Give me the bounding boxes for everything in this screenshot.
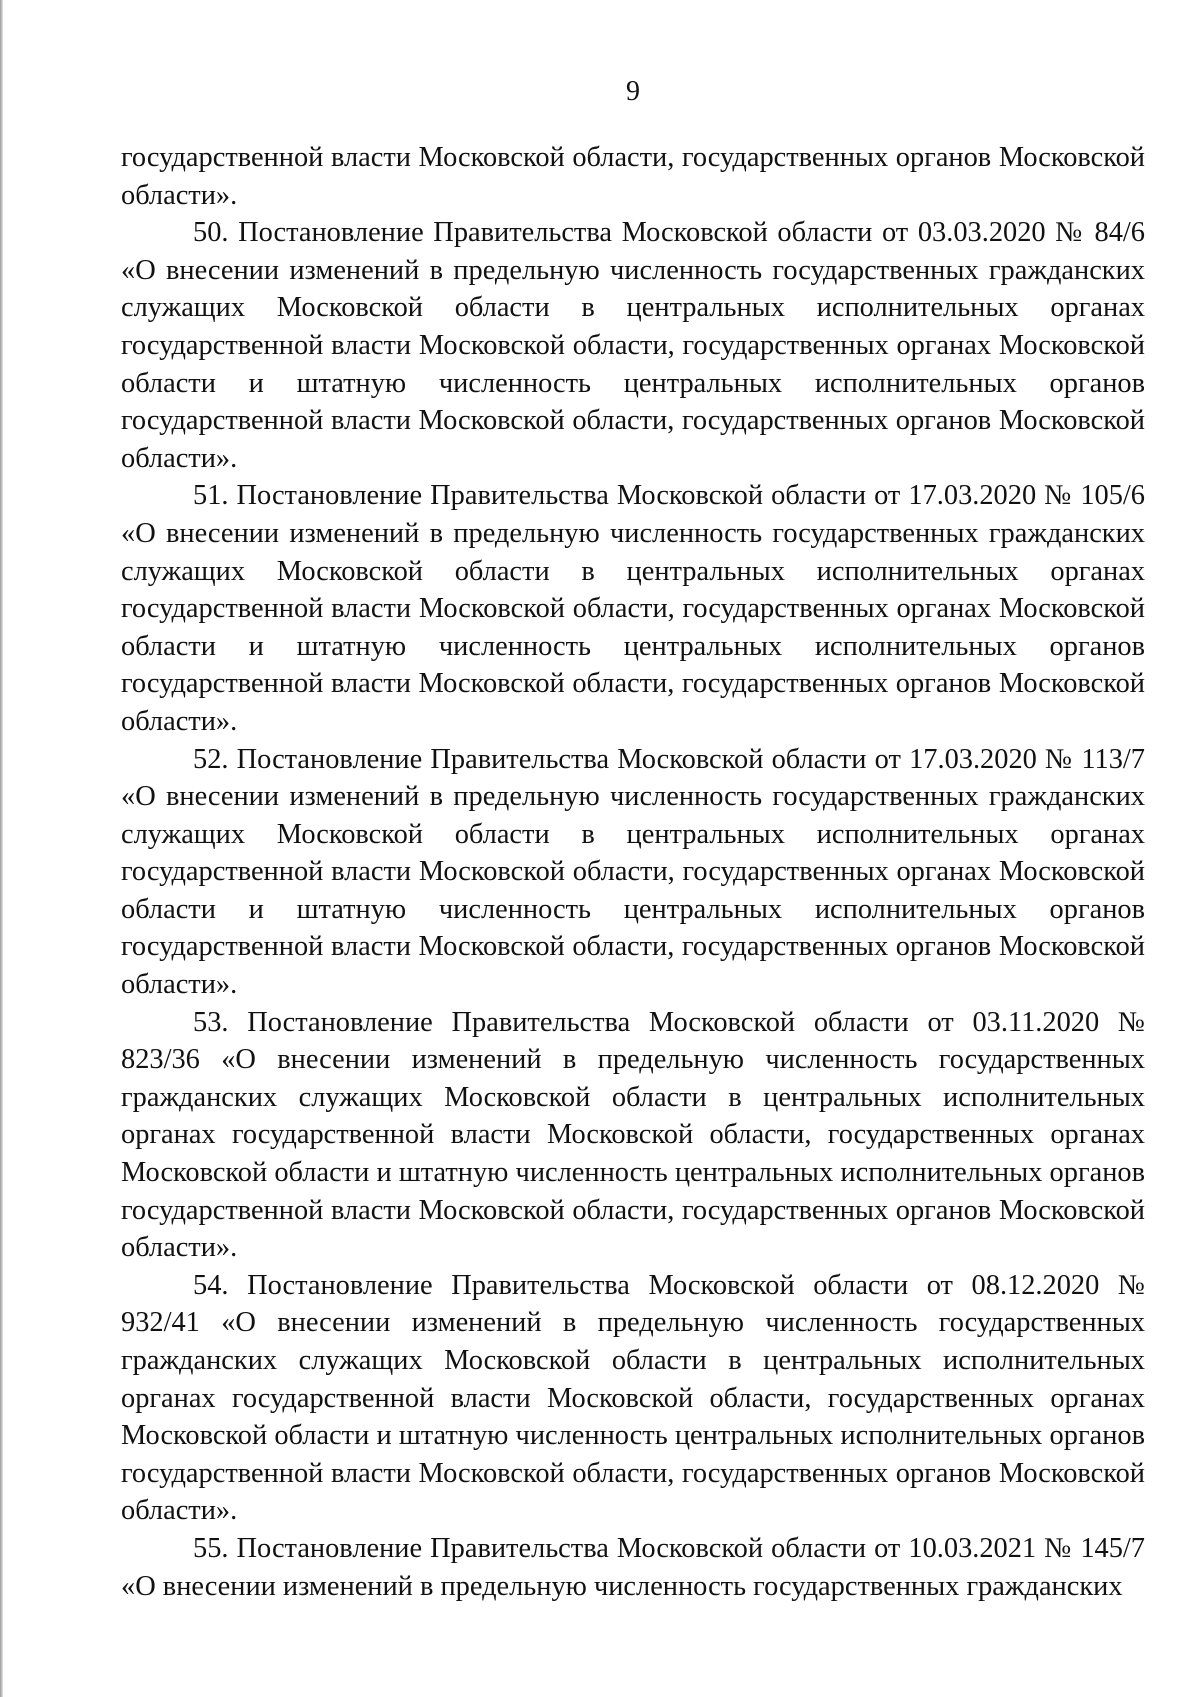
paragraph-item-50: 50. Постановление Правительства Московской области от 03.03.2020 № 84/6 «О внесении изменений в предельную численность государственных гражданских служащих Московской области в центральных исполнительных органах государственной власти Московской области, государственных органах Московской области и штатную численность центральных исполнительных органов государственной власти Московской области, государственных органов Московской области». xyxy=(121,217,1145,474)
paragraph-item-53: 53. Постановление Правительства Московской области от 03.11.2020 № 823/36 «О внесении изменений в предельную численность государственных гражданских служащих Московской области в центральных исполнительных органах государственной власти Московской области, государственных органах Московской области и штатную численность центральных исполнительных органов государственной власти Московской области, государственных органов Московской области». xyxy=(121,1006,1145,1264)
paragraph-continuation: государственной власти Московской области, государственных органов Московской области». xyxy=(121,142,1145,211)
paragraph-item-55: 55. Постановление Правительства Московской области от 10.03.2021 № 145/7 «О внесении изменений в предельную численность государственных гражданских xyxy=(121,1532,1145,1602)
page-edge-shadow xyxy=(0,0,3,1697)
paragraph-item-54: 54. Постановление Правительства Московской области от 08.12.2020 № 932/41 «О внесении изменений в предельную численность государственных гражданских служащих Московской области в центральных исполнительных органах государственной власти Московской области, государственных органах Московской области и штатную численность центральных исполнительных органов государственной власти Московской области, государственных органов Московской области». xyxy=(121,1269,1145,1527)
paragraph-item-52: 52. Постановление Правительства Московской области от 17.03.2020 № 113/7 «О внесении изменений в предельную численность государственных гражданских служащих Московской области в центральных исполнительных органах государственной власти Московской области, государственных органах Московской области и штатную численность центральных исполнительных органов государственной власти Московской области, государственных органов Московской области». xyxy=(121,743,1145,1001)
paragraph-item-51: 51. Постановление Правительства Московской области от 17.03.2020 № 105/6 «О внесении изменений в предельную численность государственных гражданских служащих Московской области в центральных исполнительных органах государственной власти Московской области, государственных органах Московской области и штатную численность центральных исполнительных органов государственной власти Московской области, государственных органов Московской области». xyxy=(121,480,1145,737)
page-number: 9 xyxy=(626,76,640,107)
document-body xyxy=(121,139,1145,1605)
